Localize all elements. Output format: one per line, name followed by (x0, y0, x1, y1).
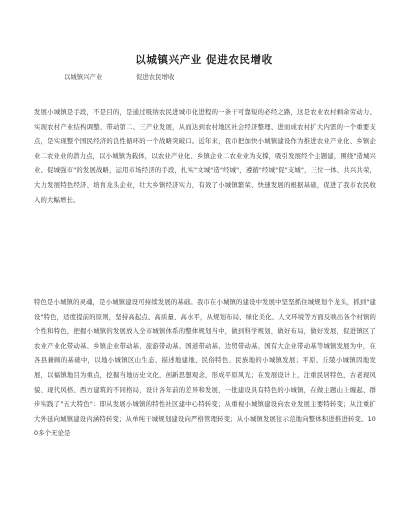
body-paragraph-1: 发展小城镇是手段，不是目的，是通过吸纳农民进城市化进程的一条干可靠短的必经之路，这是农业农村剩余劳动力、实现农村产业结构调整、带动第二、三产业发展，从而达到农村地区社会经济整理、进而成农村扩大内需的一个重要支点，是实现整个国民经济的良性循环的一个战略突破口。近年来，我市把加快小城镇建设作为推进农业产业化、乡镇企业二农业业的潜力点，以小城镇为载体，以农业产业化、乡镇企业二农业业为支撑，吸引发展经个主题建，围绕"造城兴业、促城强市"的发展战略，运用市场经济的手段，扎实"文城"造"经城"，遵循"经城"促"支城"，三位一体、共兴共荣，大力发展特色经济、培育龙头企业，壮大乡镇经济实力，有效了小城镇繁荣、快速发展的根据基础，促进了我市农民收入的大幅增长。 (34, 109, 376, 204)
subheading-right: 促进农民增收 (136, 73, 175, 81)
document-subheadings (64, 72, 364, 81)
body-paragraph-2: 特色是小城镇的灵魂，是小城镇建设可持续发展的基础。我市在小城镇的建设中发展中坚坚抓住城规划个龙头，抓到"建设"特色，适度提前的原则，坚持高起点、高质量、高水平，从规划布局、绿化美化、人文环境等方面反映出各个村镇的个性和特色，把握小城镇的发展放入全市城镇体系的整体规划当中，做到科学规划，做好布局，做好发展，促进镇区了农业产业化带动基、乡镇企业带动基、旅游带动基、国道带动基、边贸带动基、国有大企业带动基等城镇发展为中，在各县兼顾的基础中，以地小城镇区山生态、描述地建地、民俗特色、民族地的小城镇发展；平原、丘陵小城镇因地发展，以福镇地目为重点，挖掘当地历史文化，创新思想观念，形成平原风光；在发展设计上，注重民居特色，古老现风貌、现代风格、西方建筑的不同格局，设计各年前的差异和发展，一批建设具有特色的小城镇，在做主题山上缠起、群步实践了"五大特色"：即从发展小城镇的特性社区建中心特转变；从重视小城镇建设向农业发展主要特转变；从注重扩大外延向城镇建设内涵特转变；从单纯干城规划建设向严格管理转变；从小城镇发展往示范地向整体积进推进转变。100多个无论是 (34, 299, 376, 438)
document-title: 以城镇兴产业 促进农民增收 (135, 54, 273, 66)
subheading-left: 以城镇兴产业 (64, 73, 103, 81)
